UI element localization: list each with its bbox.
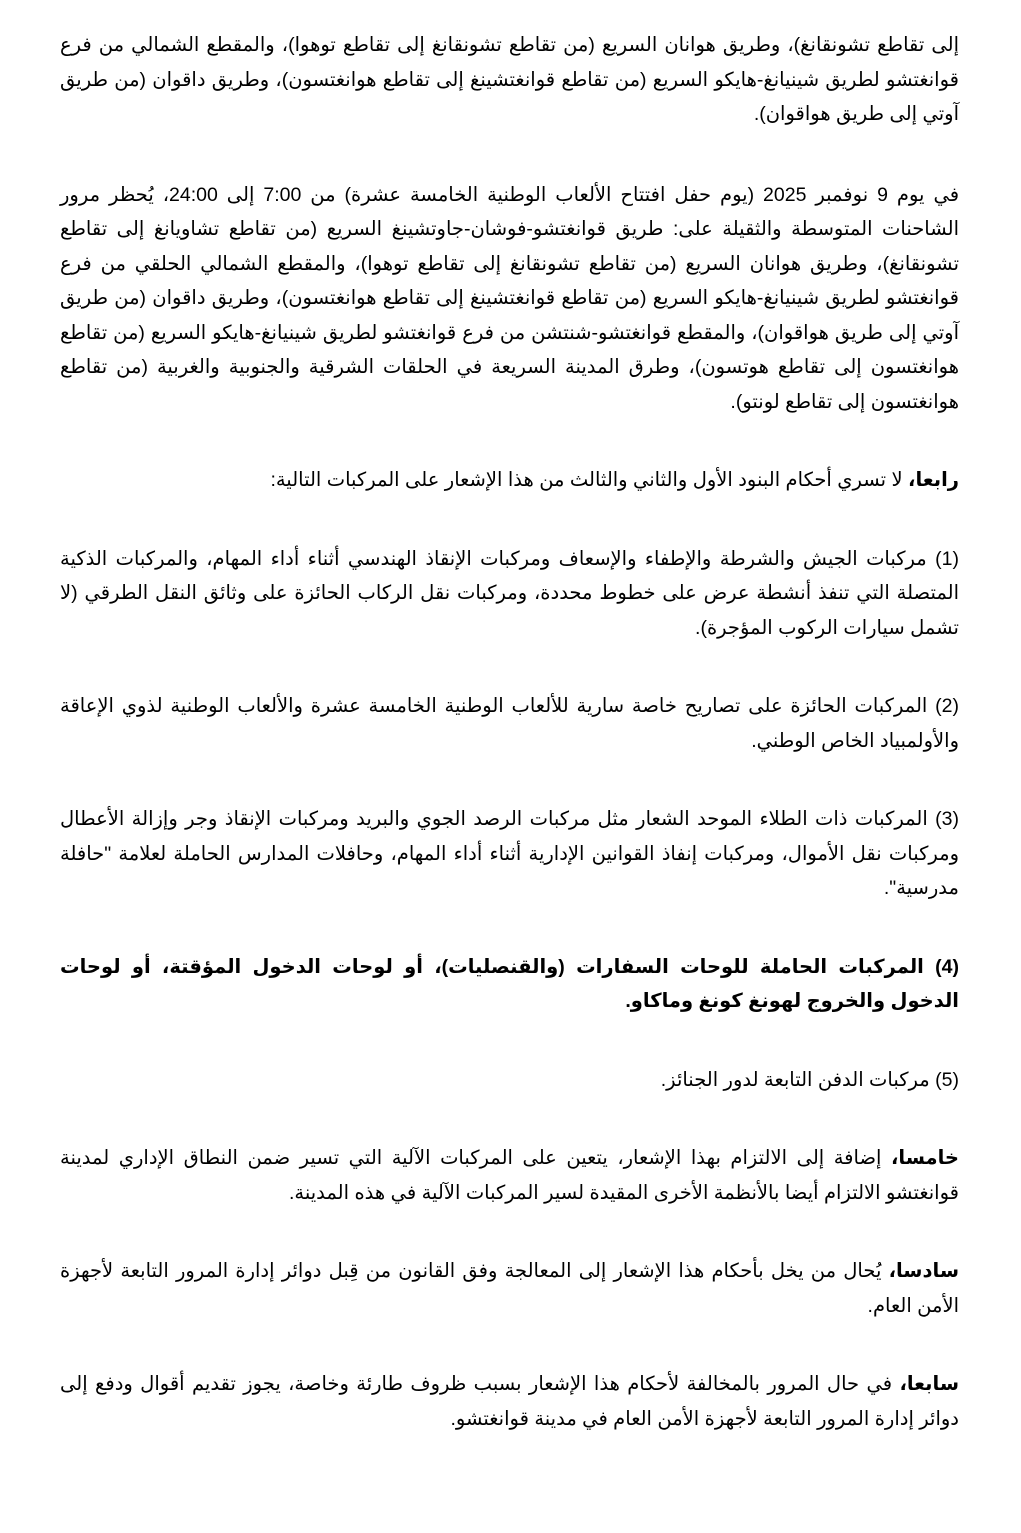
clause-text-seventh: في حال المرور بالمخالفة لأحكام هذا الإشعار بسبب ظروف طارئة وخاصة، يجوز تقديم أقوال ودفع إلى دوائر إدارة المرور التابعة لأجهزة الأمن العام في مدينة قوانغتشو. bbox=[60, 1373, 959, 1430]
clause-text-sixth: يُحال من يخل بأحكام هذا الإشعار إلى المعالجة وفق القانون من قِبل دوائر إدارة المرور التابعة لأجهزة الأمن العام. bbox=[60, 1260, 959, 1317]
clause-label-fourth: رابعا، bbox=[908, 469, 959, 491]
paragraph-truck-ban: في يوم 9 نوفمبر 2025 (يوم حفل افتتاح الألعاب الوطنية الخامسة عشرة) من 7:00 إلى 24:00، يُحظر مرور الشاحنات المتوسطة والثقيلة على: طريق قوانغتشو-فوشان-جاوتشينغ السريع (من تقاطع تشاويانغ إلى تقاطع تشونقانغ)، وطريق هوانان السريع (من تقاطع تشونقانغ إلى تقاطع توهوا)، والمقطع الشمالي الحلقي من فرع قوانغتشو لطريق شينيانغ-هايكو السريع (من تقاطع قوانغتشينغ إلى تقاطع هوانغتسون)، وطريق داقوان (من طريق آوتي إلى طريق هواقوان)، والمقطع قوانغتشو-شنتشن من فرع قوانغتشو لطريق شينيانغ-هايكو السريع (من تقاطع هوانغتسون إلى تقاطع هوتسون)، وطرق المدينة السريعة في الحلقات الشرقية والجنوبية والغربية (من تقاطع هوانغتسون إلى تقاطع لونتو). bbox=[60, 183, 960, 413]
clause-text-fourth: لا تسري أحكام البنود الأول والثاني والثالث من هذا الإشعار على المركبات التالية: bbox=[270, 469, 909, 491]
exemption-item-5: (5) مركبات الدفن التابعة لدور الجنائز. bbox=[660, 1068, 959, 1091]
document-body bbox=[60, 28, 959, 1436]
paragraph-seventh bbox=[60, 1367, 959, 1436]
clause-label-fifth: خامسا، bbox=[890, 1147, 959, 1169]
paragraph-sixth bbox=[60, 1254, 959, 1323]
paragraph-fourth-exemptions bbox=[60, 463, 959, 498]
exemption-item-1: (1) مركبات الجيش والشرطة والإطفاء والإسعاف ومركبات الإنقاذ الهندسي أثناء أداء المهام، والمركبات الذكية المتصلة التي تنفذ أنشطة عرض على خطوط محددة، ومركبات نقل الركاب الحائزة على وثائق النقل الطرقي (لا تشمل سيارات الركوب المؤجرة). bbox=[60, 547, 959, 639]
paragraph-fifth bbox=[60, 1141, 959, 1210]
clause-label-sixth: سادسا، bbox=[888, 1260, 959, 1282]
clause-text-fifth: إضافة إلى الالتزام بهذا الإشعار، يتعين على المركبات الآلية التي تسير ضمن النطاق الإداري لمدينة قوانغتشو الالتزام أيضا بالأنظمة الأخرى المقيدة لسير المركبات الآلية في هذه المدينة. bbox=[60, 1147, 959, 1204]
exemption-item-4: (4) المركبات الحاملة للوحات السفارات (والقنصليات)، أو لوحات الدخول المؤقتة، أو لوحات الدخول والخروج لهونغ كونغ وماكاو. bbox=[60, 955, 959, 1012]
paragraph-road-list-continuation: إلى تقاطع تشونقانغ)، وطريق هوانان السريع (من تقاطع تشونقانغ إلى تقاطع توهوا)، والمقطع الشمالي من فرع قوانغتشو لطريق شينيانغ-هايكو السريع (من تقاطع قوانغتشينغ إلى تقاطع هوانغتسون)، وطريق داقوان (من طريق آوتي إلى طريق هواقوان). bbox=[60, 34, 959, 125]
clause-label-seventh: سابعا، bbox=[899, 1373, 959, 1395]
exemption-item-3: (3) المركبات ذات الطلاء الموحد الشعار مثل مركبات الرصد الجوي والبريد ومركبات الإنقاذ وجر وإزالة الأعطال ومركبات نقل الأموال، ومركبات إنفاذ القوانين الإدارية أثناء أداء المهام، وحافلات المدارس الحاملة لعلامة "حافلة مدرسية". bbox=[60, 808, 959, 899]
exemption-item-2: (2) المركبات الحائزة على تصاريح خاصة سارية للألعاب الوطنية الخامسة عشرة والألعاب الوطنية لذوي الإعاقة والأولمبياد الخاص الوطني. bbox=[60, 695, 959, 752]
